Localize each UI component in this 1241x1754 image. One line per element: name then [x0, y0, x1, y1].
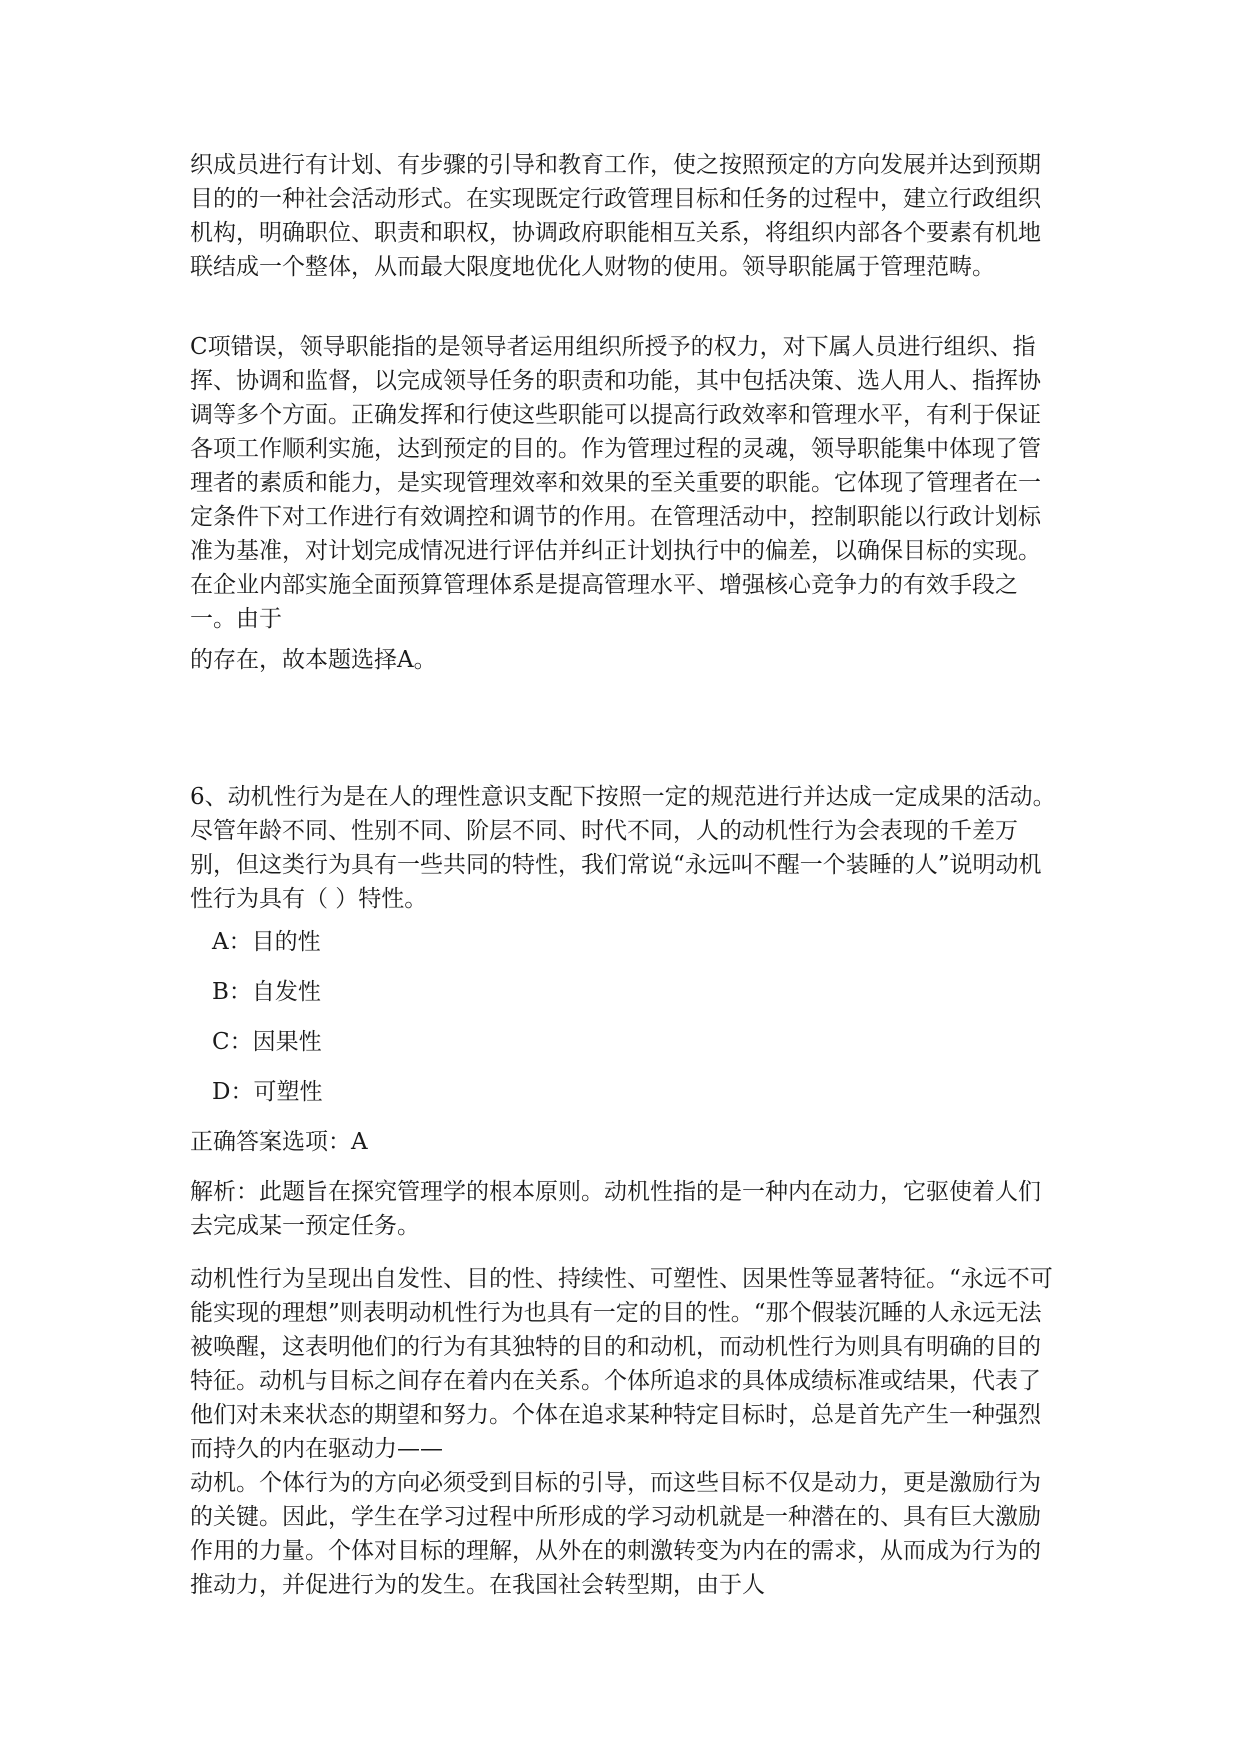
option-a: A：目的性 [212, 929, 321, 955]
analysis-body-continued: 动机。个体行为的方向必须受到目标的引导，而这些目标不仅是动力，更是激励行为的关键。因此，学生在学习过程中所形成的学习动机就是一种潜在的、具有巨大激励作用的力量。个体对目标的理解，从外在的刺激转变为内在的需求，从而成为行为的推动力，并促进行为的发生。在我国社会转型期，由于人 [190, 1470, 1041, 1598]
paragraph-conclusion: 的存在，故本题选择A。 [190, 647, 437, 673]
correct-answer: 正确答案选项：A [190, 1129, 368, 1155]
option-c: C：因果性 [212, 1029, 322, 1055]
paragraph-leadership-functions: 织成员进行有计划、有步骤的引导和教育工作，使之按照预定的方向发展并达到预期目的的一种社会活动形式。在实现既定行政管理目标和任务的过程中，建立行政组织机构，明确职位、职责和职权，协调政府职能相互关系，将组织内部各个要素有机地联结成一个整体，从而最大限度地优化人财物的使用。领导职能属于管理范畴。 [190, 152, 1041, 280]
analysis-intro: 解析：此题旨在探究管理学的根本原则。动机性指的是一种内在动力，它驱使着人们去完成某一预定任务。 [190, 1179, 1041, 1239]
analysis-body: 动机性行为呈现出自发性、目的性、持续性、可塑性、因果性等显著特征。“永远不可能实现的理想”则表明动机性行为也具有一定的目的性。“那个假装沉睡的人永远无法被唤醒，这表明他们的行为有其独特的目的和动机，而动机性行为则具有明确的目的特征。动机与目标之间存在着内在关系。个体所追求的具体成绩标准或结果，代表了他们对未来状态的期望和努力。个体在追求某种特定目标时，总是首先产生一种强烈而持久的内在驱动力—— [190, 1266, 1053, 1462]
paragraph-option-c-analysis: C项错误，领导职能指的是领导者运用组织所授予的权力，对下属人员进行组织、指挥、协调和监督，以完成领导任务的职责和功能，其中包括决策、选人用人、指挥协调等多个方面。正确发挥和行使这些职能可以提高行政效率和管理水平，有利于保证各项工作顺利实施，达到预定的目的。作为管理过程的灵魂，领导职能集中体现了管理者的素质和能力，是实现管理效率和效果的至关重要的职能。它体现了管理者在一定条件下对工作进行有效调控和调节的作用。在管理活动中，控制职能以行政计划标准为基准，对计划完成情况进行评估并纠正计划执行中的偏差，以确保目标的实现。在企业内部实施全面预算管理体系是提高管理水平、增强核心竞争力的有效手段之一。由于 [190, 334, 1041, 632]
question-6: 6、动机性行为是在人的理性意识支配下按照一定的规范进行并达成一定成果的活动。尽管年龄不同、性别不同、阶层不同、时代不同，人的动机性行为会表现的千差万别，但这类行为具有一些共同的特性，我们常说“永远叫不醒一个装睡的人”说明动机性行为具有（ ）特性。 [190, 784, 1056, 912]
option-b: B：自发性 [212, 979, 321, 1005]
option-d: D：可塑性 [212, 1079, 323, 1105]
